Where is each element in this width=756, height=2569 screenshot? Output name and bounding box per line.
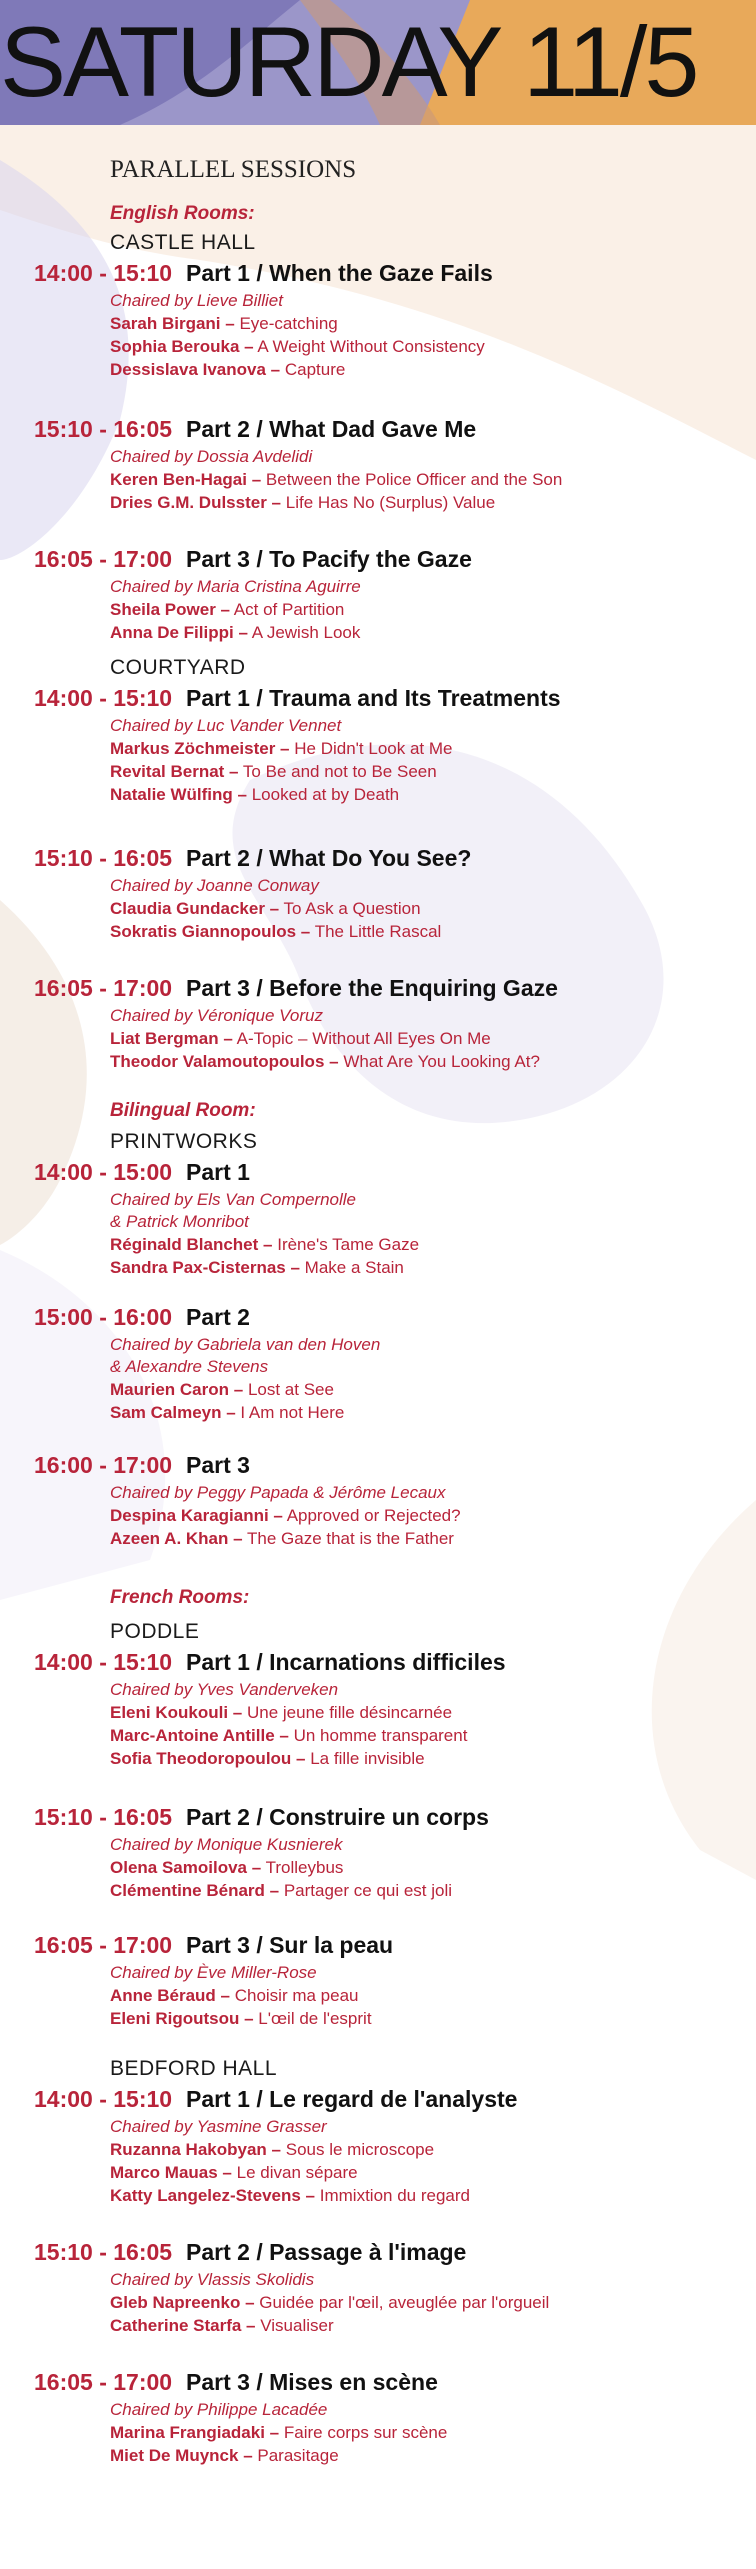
talk-title: Between the Police Officer and the Son [265,470,563,489]
talk-item [110,1984,756,2007]
room-name-courtyard: COURTYARD [110,656,246,679]
talk-speaker: Theodor Valamoutopoulos – [110,1052,339,1071]
talk-item [110,2138,756,2161]
talk-item [110,1233,756,1256]
session-title: Part 2 / What Dad Gave Me [186,416,477,442]
talk-title: Approved or Rejected? [286,1506,461,1525]
session-block [0,414,756,514]
talk-item [110,1401,756,1424]
session-chair [110,446,756,468]
talk-speaker: Azeen A. Khan – [110,1529,243,1548]
talk-title: Capture [284,360,346,379]
session-time: 15:00 - 16:00 [34,1304,173,1330]
session-block [0,258,756,381]
chair-line: Chaired by Philippe Lacadée [110,2400,328,2419]
talk-title: To Ask a Question [283,899,421,918]
session-chair [110,1679,756,1701]
talk-speaker: Sandra Pax-Cisternas – [110,1258,300,1277]
talk-item [110,1504,756,1527]
talk-speaker: Despina Karagianni – [110,1506,283,1525]
talk-title: Sous le microscope [285,2140,435,2159]
talk-title: L'œil de l'esprit [258,2009,372,2028]
talk-speaker: Sokratis Giannopoulos – [110,922,311,941]
talk-item [110,1701,756,1724]
talk-item [110,2314,756,2337]
talk-speaker: Claudia Gundacker – [110,899,280,918]
session-block [0,1647,756,1770]
talk-speaker: Sarah Birgani – [110,314,235,333]
session-title: Part 2 / Construire un corps [186,1804,489,1830]
chair-line: Chaired by Yasmine Grasser [110,2117,327,2136]
session-time: 15:10 - 16:05 [34,416,173,442]
talk-title: Looked at by Death [251,785,400,804]
talk-item [110,2444,756,2467]
session-title: Part 1 / Incarnations difficiles [186,1649,506,1675]
chair-line: Chaired by Joanne Conway [110,876,319,895]
talk-speaker: Clémentine Bénard – [110,1881,280,1900]
talk-item [110,2007,756,2030]
session-time: 15:10 - 16:05 [34,1804,173,1830]
talk-speaker: Marco Mauas – [110,2163,232,2182]
talk-item [110,897,756,920]
session-block [0,1450,756,1550]
page-header [0,0,756,125]
talk-title: A Jewish Look [251,623,361,642]
session-title: Part 3 / To Pacify the Gaze [186,546,472,572]
talk-speaker: Dessislava Ivanova – [110,360,281,379]
group-label-french: French Rooms: [110,1587,250,1608]
talk-item [110,2421,756,2444]
talk-item [110,1747,756,1770]
talk-item [110,737,756,760]
talk-item [110,1378,756,1401]
talk-title: A-Topic – Without All Eyes On Me [236,1029,491,1048]
talk-item [110,2291,756,2314]
session-chair [110,1189,756,1233]
chair-line: Chaired by Vlassis Skolidis [110,2270,315,2289]
talk-title: Make a Stain [304,1258,404,1277]
session-chair [110,1962,756,1984]
talk-speaker: Liat Bergman – [110,1029,233,1048]
session-title: Part 1 / When the Gaze Fails [186,260,493,286]
chair-line: Chaired by Monique Kusnierek [110,1835,343,1854]
talk-speaker: Marc-Antoine Antille – [110,1726,289,1745]
session-time: 14:00 - 15:00 [34,1159,173,1185]
session-time: 14:00 - 15:10 [34,685,173,711]
chair-line: Chaired by Gabriela van den Hoven [110,1335,381,1354]
session-chair [110,715,756,737]
session-chair [110,1482,756,1504]
session-chair [110,290,756,312]
talk-speaker: Marina Frangiadaki – [110,2423,280,2442]
talk-item [110,1527,756,1550]
talk-item [110,2184,756,2207]
talk-title: La fille invisible [310,1749,425,1768]
session-title: Part 2 / What Do You See? [186,845,472,871]
group-label-english: English Rooms: [110,203,255,224]
talk-title: Partager ce qui est joli [283,1881,453,1900]
talk-speaker: Anna De Filippi – [110,623,248,642]
talk-item [110,358,756,381]
talk-speaker: Katty Langelez-Stevens – [110,2186,316,2205]
talk-speaker: Dries G.M. Dulsster – [110,493,282,512]
room-name-castle-hall: CASTLE HALL [110,231,256,254]
talk-speaker: Réginald Blanchet – [110,1235,273,1254]
session-time: 15:10 - 16:05 [34,845,173,871]
talk-speaker: Sofia Theodoropoulou – [110,1749,306,1768]
talk-speaker: Keren Ben-Hagai – [110,470,262,489]
talk-title: Act of Partition [233,600,345,619]
talk-item [110,2161,756,2184]
session-chair [110,576,756,598]
session-time: 14:00 - 15:10 [34,260,173,286]
chair-line: & Patrick Monribot [110,1212,249,1231]
group-label-bilingual: Bilingual Room: [110,1100,256,1121]
session-block [0,1930,756,2030]
chair-line: Chaired by Maria Cristina Aguirre [110,577,361,596]
session-title: Part 2 [186,1304,250,1330]
session-chair [110,1005,756,1027]
talk-title: The Gaze that is the Father [247,1529,454,1548]
chair-line: Chaired by Peggy Papada & Jérôme Lecaux [110,1483,446,1502]
talk-item [110,1724,756,1747]
chair-line: Chaired by Dossia Avdelidi [110,447,313,466]
talk-title: Visualiser [260,2316,334,2335]
chair-line: Chaired by Véronique Voruz [110,1006,323,1025]
talk-item [110,1856,756,1879]
talk-item [110,621,756,644]
session-chair [110,1834,756,1856]
talk-speaker: Revital Bernat – [110,762,239,781]
session-block [0,843,756,943]
talk-title: Faire corps sur scène [283,2423,448,2442]
room-name-poddle: PODDLE [110,1620,200,1643]
talk-title: Irène's Tame Gaze [277,1235,420,1254]
talk-speaker: Natalie Wülfing – [110,785,247,804]
talk-speaker: Maurien Caron – [110,1380,244,1399]
chair-line: Chaired by Luc Vander Vennet [110,716,342,735]
talk-speaker: Sam Calmeyn – [110,1403,236,1422]
talk-title: Guidée par l'œil, aveuglée par l'orgueil [259,2293,550,2312]
session-title: Part 3 / Sur la peau [186,1932,394,1958]
talk-title: Lost at See [247,1380,334,1399]
room-name-bedford-hall: BEDFORD HALL [110,2057,278,2080]
chair-line: & Alexandre Stevens [110,1357,269,1376]
talk-item [110,920,756,943]
talk-item [110,335,756,358]
session-time: 15:10 - 16:05 [34,2239,173,2265]
talk-speaker: Ruzanna Hakobyan – [110,2140,281,2159]
session-title: Part 2 / Passage à l'image [186,2239,467,2265]
session-block [0,2237,756,2337]
talk-title: Parasitage [257,2446,339,2465]
talk-item [110,1027,756,1050]
session-title: Part 3 / Mises en scène [186,2369,438,2395]
talk-item [110,1256,756,1279]
session-block [0,1157,756,1279]
talk-item [110,491,756,514]
talk-speaker: Markus Zöchmeister – [110,739,290,758]
talk-speaker: Eleni Rigoutsou – [110,2009,254,2028]
session-time: 16:05 - 17:00 [34,546,173,572]
session-block [0,2084,756,2207]
talk-item [110,598,756,621]
talk-item [110,760,756,783]
talk-speaker: Miet De Muynck – [110,2446,253,2465]
talk-speaker: Catherine Starfa – [110,2316,256,2335]
session-chair [110,875,756,897]
session-chair [110,2399,756,2421]
talk-item [110,468,756,491]
session-block [0,973,756,1073]
session-time: 14:00 - 15:10 [34,1649,173,1675]
talk-item [110,1879,756,1902]
talk-title: Une jeune fille désincarnée [246,1703,453,1722]
talk-title: Immixtion du regard [319,2186,470,2205]
talk-speaker: Sheila Power – [110,600,230,619]
talk-title: Life Has No (Surplus) Value [285,493,496,512]
session-title: Part 1 [186,1159,250,1185]
session-block [0,683,756,806]
talk-item [110,312,756,335]
talk-title: What Are You Looking At? [343,1052,540,1071]
session-time: 16:05 - 17:00 [34,1932,173,1958]
talk-speaker: Eleni Koukouli – [110,1703,243,1722]
chair-line: Chaired by Ève Miller-Rose [110,1963,317,1982]
talk-title: Choisir ma peau [234,1986,359,2005]
section-heading: PARALLEL SESSIONS [110,156,357,183]
talk-item [110,1050,756,1073]
session-title: Part 1 / Le regard de l'analyste [186,2086,518,2112]
session-block [0,544,756,644]
talk-speaker: Gleb Napreenko – [110,2293,255,2312]
session-block [0,1802,756,1902]
talk-speaker: Sophia Berouka – [110,337,254,356]
session-block [0,2367,756,2467]
session-chair [110,2116,756,2138]
session-time: 16:00 - 17:00 [34,1452,173,1478]
talk-title: Un homme transparent [293,1726,468,1745]
chair-line: Chaired by Els Van Compernolle [110,1190,356,1209]
chair-line: Chaired by Yves Vanderveken [110,1680,339,1699]
talk-title: I Am not Here [240,1403,345,1422]
session-time: 14:00 - 15:10 [34,2086,173,2112]
session-title: Part 3 [186,1452,250,1478]
session-time: 16:05 - 17:00 [34,975,173,1001]
session-chair [110,1334,756,1378]
talk-title: Le divan sépare [236,2163,358,2182]
talk-title: Eye-catching [239,314,338,333]
page-title: SATURDAY 11/5 [0,6,697,117]
talk-title: To Be and not to Be Seen [242,762,437,781]
session-time: 16:05 - 17:00 [34,2369,173,2395]
session-chair [110,2269,756,2291]
session-title: Part 1 / Trauma and Its Treatments [186,685,561,711]
room-name-printworks: PRINTWORKS [110,1130,258,1153]
talk-speaker: Olena Samoilova – [110,1858,262,1877]
session-block [0,1302,756,1424]
chair-line: Chaired by Lieve Billiet [110,291,283,310]
talk-title: The Little Rascal [314,922,442,941]
talk-speaker: Anne Béraud – [110,1986,230,2005]
talk-title: He Didn't Look at Me [294,739,453,758]
talk-title: Trolleybus [265,1858,344,1877]
session-title: Part 3 / Before the Enquiring Gaze [186,975,558,1001]
talk-item [110,783,756,806]
talk-title: A Weight Without Consistency [257,337,485,356]
